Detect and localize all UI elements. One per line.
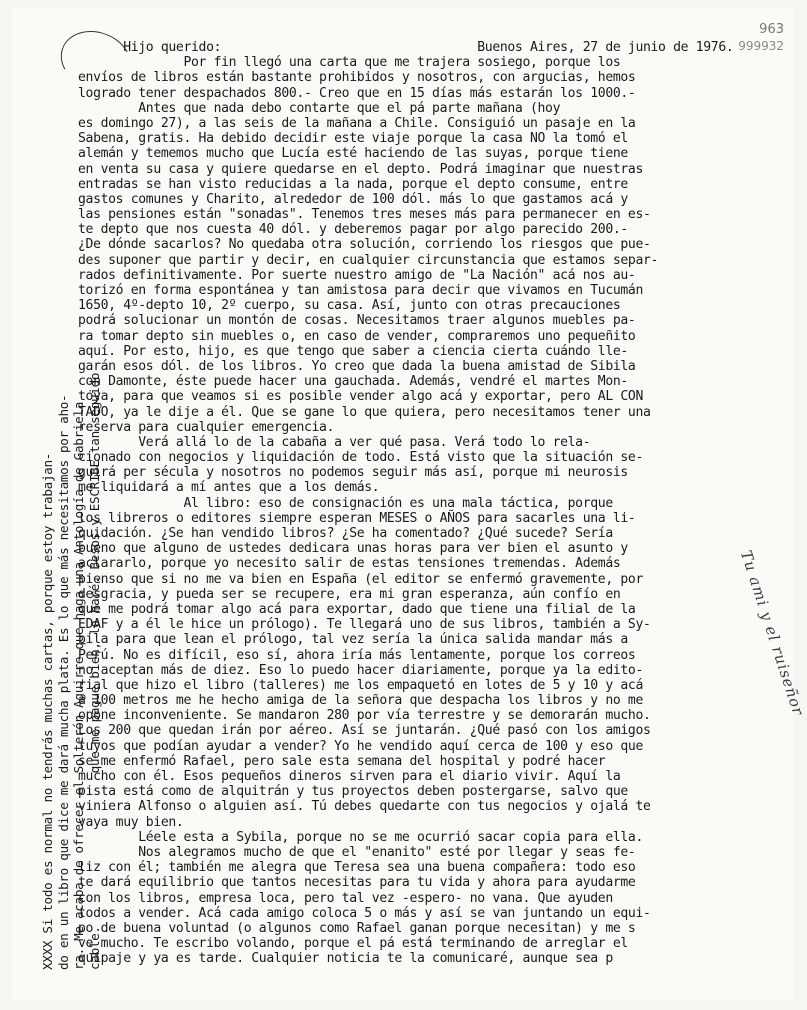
letter-line: las pensiones están "sonadas". Tenemos tres meses más para permanecer en es- (78, 207, 651, 223)
letter-line: me liquidará a mí antes que a los demás. (78, 480, 380, 496)
letter-line: garán esos dól. de los libros. Yo creo que dada la buena amistad de Sibila (78, 358, 636, 374)
letter-line: todos a vender. Acá cada amigo coloca 5 o más y así se van juntando un equi- (78, 905, 651, 921)
letter-line: desgracia, y pueda ser se recupere, era mi gran esperanza, aún confío en (78, 586, 621, 602)
margin-postscript (40, 373, 102, 970)
letter-line: 1650, 4º-depto 10, 2º cuerpo, su casa. Así, junto con otras precauciones (78, 298, 621, 314)
letter-line: guirá per sécula y nosotros no podemos seguir más así, porque mi neurosis (78, 465, 628, 481)
letter-line: pista está como de alquitrán y tus proyectos deben postergarse, salvo que (78, 784, 628, 800)
letter-line: pienso que si no me va bien en España (el editor se enfermó gravemente, por (78, 571, 643, 587)
letter-line: rial que hizo el libro (talleres) me los empaquetó en lotes de 5 y 10 y acá (78, 677, 643, 693)
margin-line: cable. que me pague bien, lo haré. Besos y ESCRIBE tan seguido (86, 372, 102, 970)
letter-line: ¿De dónde sacarlos? No quedaba otra solución, corriendo los riesgos que pue- (78, 237, 651, 253)
letter-line: se me enfermó Rafael, pero sale esta semana del hospital y podré hacer (78, 753, 606, 769)
letter-line: bueno que alguno de ustedes dedicara unas horas para ver bien el asunto y (78, 541, 628, 557)
letter-line: ra tomar depto sin muebles o, en caso de vender, compraremos uno pequeñito (78, 328, 636, 344)
letter-body (78, 40, 780, 966)
letter-line: toya, para que veamos si es posible vender algo acá y exportar, pero AL CON (78, 389, 643, 405)
letter-line: es domingo 27), a las seis de la mañana a Chile. Consiguió un pasaje en la (78, 115, 636, 131)
letter-line: con los libros, empresa loca, pero tal vez -espero- no vana. Que ayuden (78, 890, 613, 906)
letter-line: Antes que nada debo contarte que el pá parte mañana (hoy (78, 100, 561, 116)
letter-line: Hijo querido: Buenos Aires, 27 de junio de 1976. (78, 40, 734, 55)
letter-line: alemán y tememos mucho que Lucía esté haciendo de las suyas, porque tiene (78, 146, 628, 162)
margin-line: ra. Me acaba de ofrecer el Solterón Aguirre que haga una Antología de Gabriela (71, 401, 86, 970)
letter-line: TADO, ya le dije a él. Que se gane lo que quiera, pero necesitamos tener una (78, 404, 651, 420)
letter-line: cionado con negocios y liquidación de todo. Está visto que la situación se- (78, 450, 643, 466)
letter-line: entradas se han visto reducidas a la nada, porque el depto consume, entre (78, 176, 628, 192)
margin-line: do en un libro que dice me dará mucha plata. Es lo que más necesitamos por aho- (55, 394, 71, 970)
margin-line: XXXX Si todo es normal no tendrás muchas cartas, porque estoy trabajan- (40, 452, 55, 970)
letter-line: Por fin llegó una carta que me trajera sosiego, porque los (78, 55, 621, 71)
archive-code: 999932 (738, 39, 784, 53)
letter-line: a 100 metros me he hecho amiga de la señora que despacha los libros y no me (78, 693, 643, 709)
letter-line: liz con él; también me alegra que Teresa sea una buena compañera: todo eso (78, 860, 636, 876)
letter-line: envíos de libros están bastante prohibidos y nosotros, con argucias, hemos (78, 70, 636, 86)
letter-line: ve mucho. Te escribo volando, porque el pá está terminando de arreglar el (78, 936, 628, 952)
letter-line: rados definitivamente. Por suerte nuestro amigo de "La Nación" acá nos au- (78, 267, 636, 283)
letter-line: podrá solucionar un montón de cosas. Necesitamos traer algunos muebles pa- (78, 313, 636, 329)
letter-line: vaya muy bien. (78, 814, 184, 830)
letter-line: EDAF y a él le hice un prólogo). Te llegará uno de sus libros, también a Sy- (78, 617, 651, 633)
letter-line: Al libro: eso de consignación es una mala táctica, porque (78, 495, 613, 511)
archive-number: 963 (759, 22, 784, 37)
letter-line: aclararlo, porque yo necesito salir de estas tensiones tremendas. Además (78, 556, 621, 572)
letter-line: aquí. Por esto, hijo, es que tengo que saber a ciencia cierta cuándo lle- (78, 343, 628, 359)
letter-line: logrado tener despachados 800.- Creo que en 15 días más estarán los 1000.- (78, 85, 636, 101)
letter-line: po de buena voluntad (o algunos como Rafael ganan porque necesitan) y me s (78, 920, 636, 936)
letter-line: Nos alegramos mucho de que el "enanito" esté por llegar y seas fe- (78, 844, 636, 860)
letter-line: opone inconveniente. Se mandaron 280 por vía terrestre y se demorarán mucho. (78, 708, 651, 724)
letter-line: te dará equilibrio que tantos necesitas para tu vida y ahora para ayudarme (78, 875, 636, 891)
handwritten-note: Tu ami y el ruiseñor (736, 548, 807, 719)
letter-line: Léele esta a Sybila, porque no se me ocurrió sacar copia para ella. (78, 829, 643, 845)
letter-line: tuyos que podían ayudar a vender? Yo he vendido aquí cerca de 100 y eso que (78, 738, 643, 754)
letter-line: los libreros o editores siempre esperan MESES o AÑOS para sacarles una li- (78, 510, 636, 526)
letter-line: no aceptan más de diez. Eso lo puedo hacer diariamente, porque ya la edito- (78, 662, 643, 678)
letter-line: mucho con él. Esos pequeños dineros sirven para el diario vivir. Aquí la (78, 769, 621, 784)
letter-line: te depto que nos cuesta 40 dól. y deberemos pagar por algo parecido 200.- (78, 222, 628, 238)
letter-line: viniera Alfonso o alguien así. Tú debes quedarte con tus negocios y ojalá te (78, 799, 651, 815)
letter-line: bila para que lean el prólogo, tal vez sería la única salida mandar más a (78, 632, 628, 648)
letter-line: que me podrá tomar algo acá para exportar, dado que tiene una filial de la (78, 601, 636, 617)
letter-line: en venta su casa y quiere quedarse en el depto. Podrá imaginar que nuestras (78, 161, 643, 177)
letter-line: des suponer que partir y decir, en cualquier circunstancia que estamos separ- (78, 252, 659, 268)
letter-line: Perú. No es difícil, eso sí, ahora iría más lentamente, porque los correos (78, 647, 636, 663)
letter-line: Verá allá lo de la cabaña a ver qué pasa. Verá todo lo rela- (78, 434, 591, 450)
letter-line: con Damonte, éste puede hacer una gauchada. Además, vendré el martes Mon- (78, 374, 628, 390)
letter-line: Los 200 que quedan irán por aéreo. Así se juntarán. ¿Qué pasó con los amigos (78, 723, 651, 739)
letter-line: quipaje y ya es tarde. Cualquier noticia te la comunicaré, aunque sea p (78, 951, 613, 967)
letter-line: gastos comunes y Charito, alrededor de 100 dól. más lo que gastamos acá y (78, 191, 628, 207)
letter-line: reserva para cualquier emergencia. (78, 419, 335, 435)
letter-line: torizó en forma espontánea y tan amistosa para decir que vivamos en Tucumán (78, 283, 643, 298)
letter-line: Sabena, gratis. Ha debido decidir este viaje porque la casa NO la tomó el (78, 131, 628, 147)
letter-line: quidación. ¿Se han vendido libros? ¿Se ha comentado? ¿Qué sucede? Sería (78, 526, 613, 541)
